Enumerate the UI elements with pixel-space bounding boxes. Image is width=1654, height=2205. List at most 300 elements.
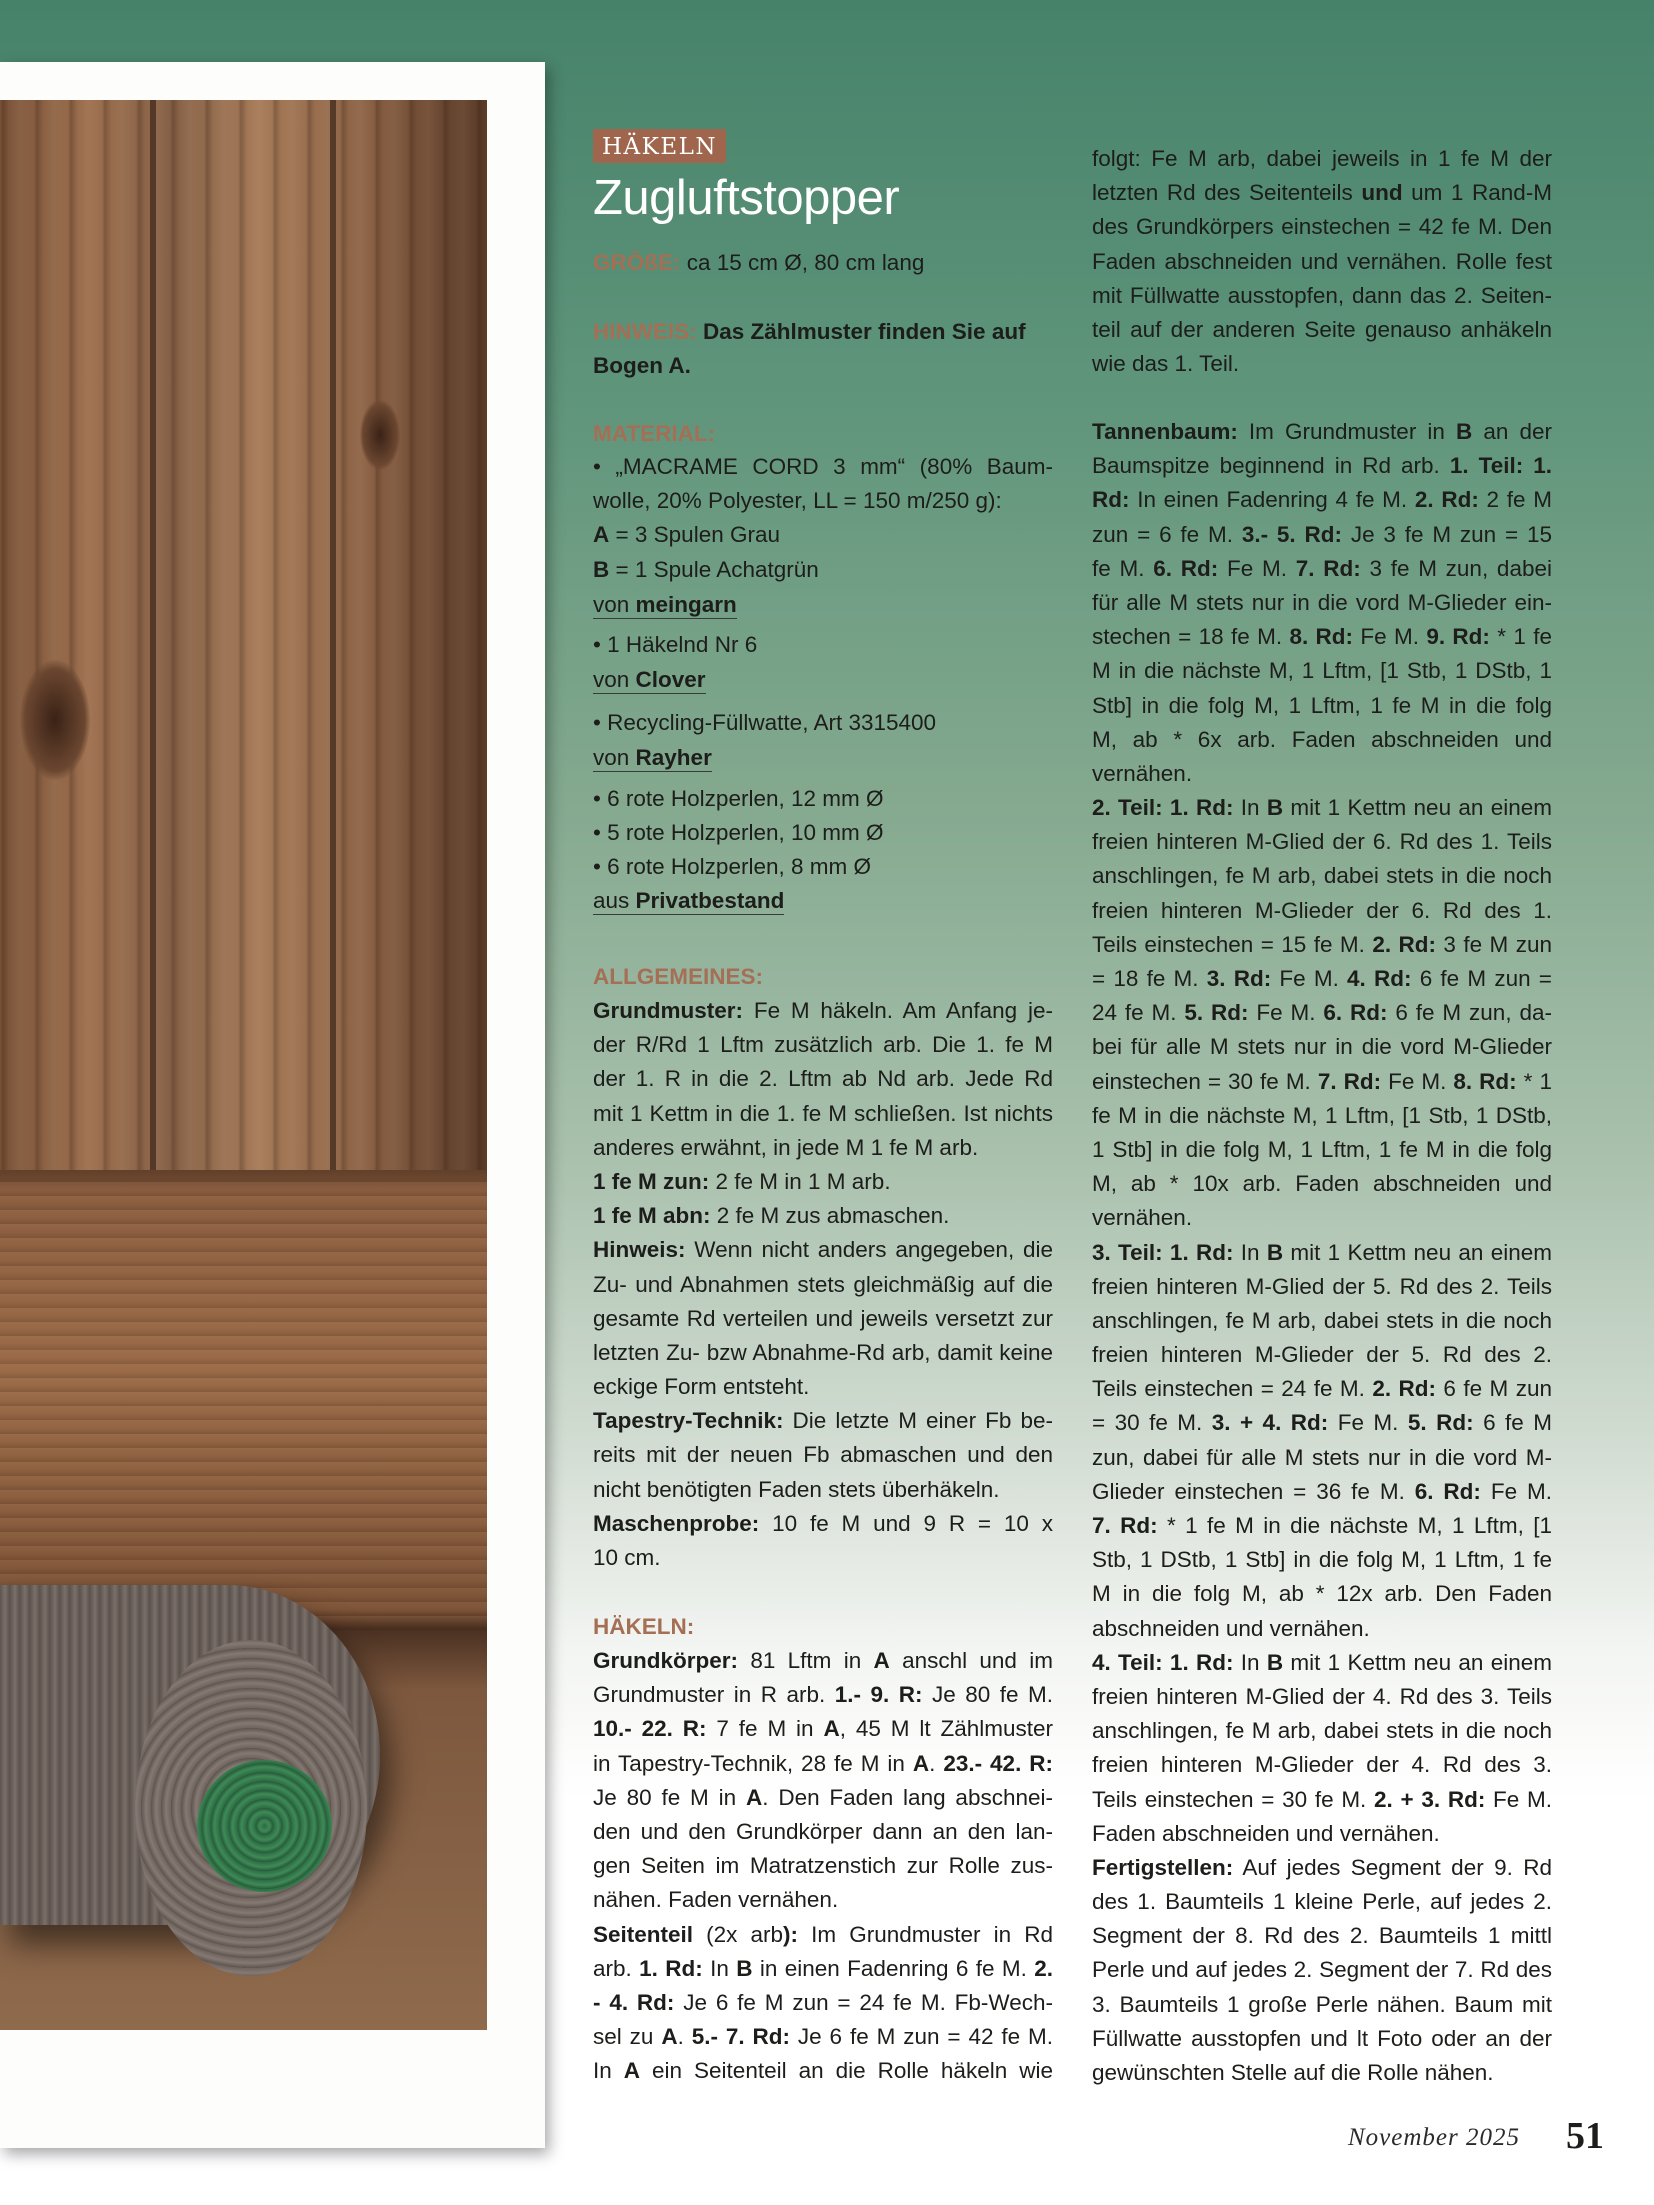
text-run: B [1266,1239,1284,1265]
text-line [593,628,1053,662]
general-instructions [593,994,1053,1575]
text-line [593,741,712,772]
text-run: Im Grundmuster in Rd [798,1921,1053,1947]
text-run: GRÖßE: [593,250,681,275]
text-run: B [1266,1649,1284,1675]
text-line [593,1781,1053,1815]
text-run: wolle, 20% Polyester, LL = 150 m/250 g): [593,488,1002,514]
text-run: Je 6 fe M zun = 24 fe M. Fb-Wech- [674,1989,1053,2015]
text-run: Perle und auf jedes 2. Segment der 7. Rd des [1092,1957,1552,1983]
material-yarn [593,450,1053,587]
material-hook-vendor [593,663,1053,694]
text-line [593,553,1053,587]
text-run: der 1. R in die 2. Lftm ab Nd arb. Jede Rd [593,1066,1053,1092]
text-run: Stb] in die folg M, 1 Lftm, 1 fe M in die folg [1092,692,1552,718]
text-run: mit 1 Kettm in die 1. fe M schließen. Ist nichts [593,1100,1053,1126]
text-run: 1. Teil: 1. [1449,453,1552,479]
text-line [1092,1919,1552,1953]
text-run: 9. Rd: [1426,624,1490,650]
text-run: 7 fe M in [706,1716,824,1742]
text-line [1092,142,1552,176]
wood-knot [20,660,90,780]
tree-instructions [1092,415,1552,2090]
text-line [593,1849,1053,1883]
hint-info [593,315,1053,383]
text-line [593,450,1053,484]
text-run: 7. Rd: [1092,1513,1158,1538]
text-line [1092,757,1552,791]
text-line [1092,1236,1552,1270]
text-line [1092,1577,1552,1611]
text-run: In [1233,1649,1267,1675]
text-run: freien hinteren M-Glied der 5. Rd des 2. Teils [1092,1273,1552,1299]
wood-knot [360,400,400,470]
text-line [1092,2056,1552,2090]
text-run: A [873,1648,890,1673]
text-run: 6 fe M [1473,1410,1552,1436]
crochet-instructions-continued [1092,142,1552,381]
text-line [593,1268,1053,1302]
text-run: A [623,2058,641,2084]
text-run: 4. Rd: [1347,966,1412,991]
text-run: Segment der 8. Rd des 2. Baumteils 1 mittl [1092,1923,1552,1949]
text-run: 7. Rd: [1295,555,1361,581]
text-line [1092,1817,1552,1851]
text-run: M in die folg M, ab * 12x arb. Den Faden [1092,1581,1552,1607]
text-run: anschl und im [889,1648,1053,1673]
text-run: vernähen. [1092,760,1193,786]
text-run: M, ab * 6x arb. Faden abschneiden und [1092,726,1552,752]
text-line [593,518,1053,552]
text-run: 2. Rd: [1414,487,1479,513]
text-run: HINWEIS: [593,319,697,344]
issue-date: November 2025 [1348,2124,1520,2151]
text-line [593,1644,1053,1678]
text-run: mit 1 Kettm neu an einem [1283,1239,1552,1265]
text-run: Fe M. [1218,555,1296,581]
text-run: fe M. [1092,555,1154,581]
text-run: Fertigstellen: [1092,1854,1234,1880]
text-run: des 1. Baumteils 1 kleine Perle, auf jedes 2. [1092,1889,1552,1915]
text-line [593,246,1053,280]
text-run: Fe M. [1381,1068,1454,1094]
material-filling [593,706,1053,740]
wood-plank-seam [330,100,336,1300]
text-run: gesamte Rd verteilen und jeweils versetzt zur [593,1305,1053,1331]
text-line [1092,518,1552,552]
text-run: Grundmuster: [593,998,744,1023]
text-line [1092,1338,1552,1372]
size-info [593,246,1053,280]
text-line [1092,449,1552,483]
text-run: A [661,2024,678,2050]
text-run: letzten Zu- bzw Abnahme-Rd arb, damit keine [593,1339,1053,1365]
text-run: Auf jedes Segment der 9. Rd [1233,1854,1552,1880]
text-run: A [745,1784,763,1810]
text-line [1092,1270,1552,1304]
text-run: = 3 Spulen Grau [609,522,780,548]
text-run: und [1361,180,1403,206]
text-run: reits mit der neuen Fb abmaschen und den [593,1442,1053,1468]
material-hook [593,628,1053,662]
text-run: ca 15 cm Ø, 80 cm lang [680,250,925,275]
text-run: - 4. Rd: [593,1989,675,2015]
text-run: 7. Rd: [1317,1068,1382,1094]
text-run: Stb, 1 DStb, 1 Stb] in die folg M, 1 Lftm, 1 fe [1092,1547,1552,1573]
text-run: bei für alle M stets nur in die vord M-Glieder [1092,1034,1552,1060]
text-run: Im Grundmuster in [1237,419,1457,444]
text-line [593,884,784,915]
text-run: nähen. Faden vernähen. [593,1887,839,1913]
text-line [1092,996,1552,1030]
text-line [1092,1851,1552,1885]
text-run: * 1 fe M in die nächste M, 1 Lftm, [1 [1157,1513,1552,1538]
text-line [1092,1099,1552,1133]
text-line [1092,483,1552,517]
text-run: 3. Teil: 1. Rd: [1092,1239,1234,1265]
text-run: freien hinteren M-Glieder der 5. Rd des 2. [1092,1342,1552,1368]
text-run: in einen Fadenring 6 fe M. [752,1955,1035,1981]
text-run: 6 fe M zun [1436,1376,1552,1402]
material-beads [593,782,1053,885]
text-run: Faden abschneiden und vernähen. [1092,1820,1440,1846]
text-line [593,663,706,694]
text-run: zun = 6 fe M. [1092,521,1242,547]
text-run: • 1 Häkelnd Nr 6 [593,632,758,657]
page-number: 51 [1566,2115,1604,2157]
text-run: 23.- 42. R: [943,1750,1053,1776]
text-run: 2. Rd: [1372,1376,1436,1402]
text-line [1092,859,1552,893]
text-line [593,782,1053,816]
text-run: Je 3 fe M zun = 15 [1342,521,1553,547]
text-run: . [929,1750,944,1776]
text-run: = 1 Spule Achatgrün [609,556,819,582]
text-line [593,349,1053,383]
green-spiral-center [197,1760,332,1892]
text-line [1092,654,1552,688]
text-line [1092,1167,1552,1201]
text-run: 1.- 9. R: [834,1682,923,1708]
text-line [593,850,1053,884]
photo-frame [0,62,545,2148]
text-line [593,1302,1053,1336]
text-run: aus [593,888,636,913]
text-line [593,1199,1053,1233]
text-run: In [1233,795,1267,821]
text-line [593,994,1053,1028]
text-run: In [1233,1239,1267,1265]
text-run: • „MACRAME CORD 3 mm“ (80% Baum- [593,454,1053,479]
text-run: Fe M. [1480,1478,1552,1504]
text-run: 5.- 7. Rd: [691,2024,791,2050]
text-run: Rayher [635,745,712,770]
text-line [1092,1304,1552,1338]
text-run: 2. Rd: [1372,931,1436,957]
text-run: freien hinteren M-Glied der 6. Rd des 1. Teils [1092,829,1552,855]
text-run: in Tapestry-Technik, 28 fe M in [593,1750,913,1776]
text-run: Privatbestand [635,888,785,913]
text-run: 1 Stb] in die folg M, 1 Lftm, 1 fe M in die folg [1092,1136,1552,1162]
material-beads-vendor [593,884,1053,915]
text-run: • Recycling-Füllwatte, Art 3315400 [593,710,937,735]
text-run: mit Füllwatte ausstopfen, dann das 2. Seiten- [1092,282,1552,308]
text-run: 6. Rd: [1414,1478,1481,1504]
text-line [593,1952,1053,1986]
text-line [1092,2022,1552,2056]
text-line [1092,245,1552,279]
text-line [593,1918,1053,1952]
wood-plank-seam [150,100,156,1300]
text-line [593,1336,1053,1370]
text-line [1092,1646,1552,1680]
text-line [593,1097,1053,1131]
text-run: Fe M häkeln. Am Anfang je- [743,998,1053,1023]
text-run: anschlingen, fe M arb, dabei stets in die noch [1092,1718,1552,1744]
text-line [1092,1030,1552,1064]
text-line [593,1404,1053,1438]
text-run: A [593,522,610,548]
text-run: Das Zählmuster finden Sie auf [696,319,1026,344]
text-line [593,1541,1053,1575]
text-run: stechen = 18 fe M. [1092,624,1290,650]
text-run: gen Seiten im Matratzenstich zur Rolle zus- [593,1853,1053,1879]
text-run: teil auf der anderen Seite genauso anhäkeln [1092,316,1552,342]
text-line [593,1747,1053,1781]
text-run: der R/Rd 1 Lftm zusätzlich arb. Die 1. fe M [593,1032,1053,1058]
text-run: fe M in die nächste M, 1 Lftm, [1 Stb, 1 DStb, [1092,1102,1552,1128]
category-badge: HÄKELN [593,129,726,163]
text-run: Grundmuster in R arb. [593,1682,835,1708]
text-run: Seitenteil [593,1921,694,1947]
text-run: 6. Rd: [1153,555,1219,581]
text-run: Glieder einstechen = 36 fe M. [1092,1478,1415,1504]
text-run: Faden abschneiden und vernähen. Rolle fest [1092,248,1552,274]
text-line [1092,1201,1552,1235]
text-run: 10 fe M und 9 R = 10 x [759,1510,1053,1536]
text-line [1092,1543,1552,1577]
text-run: , 45 M lt Zählmuster [839,1716,1054,1742]
text-line [1092,723,1552,757]
text-run: sel zu [593,2024,662,2050]
text-run: Je 6 fe M zun = 42 fe M. [790,2024,1054,2050]
text-run: eckige Form entsteht. [593,1374,810,1400]
page-title: Zugluftstopper [593,171,900,225]
text-run: anschlingen, fe M arb, dabei stets in die noch [1092,1307,1552,1333]
text-run: nicht benötigten Faden stets überhäkeln. [593,1476,1000,1502]
text-run: Baumspitze beginnend in Rd arb. [1092,453,1450,479]
text-line [1092,825,1552,859]
text-line [593,1712,1053,1746]
text-line [1092,1988,1552,2022]
text-line [1092,620,1552,654]
text-run: mit 1 Kettm neu an einem [1283,1649,1552,1675]
text-run: 8. Rd: [1289,624,1354,650]
text-run: Hinweis: [593,1237,686,1263]
text-line [593,816,1053,850]
text-run: Teils einstechen = 30 fe M. [1092,1786,1375,1812]
text-line [593,1062,1053,1096]
text-line [593,2054,1053,2088]
text-run: . [677,2024,692,2050]
text-run: A [912,1750,930,1776]
text-run: an der [1472,419,1552,444]
text-run: von [593,745,636,770]
text-line [1092,1953,1552,1987]
text-run: Rd: [1092,487,1130,513]
text-line [1092,791,1552,825]
text-run: • 6 rote Holzperlen, 8 mm Ø [593,854,871,880]
text-run: 1 fe M abn: [593,1203,711,1229]
text-run: Zu- und Abnahmen stets gleichmäßig auf die [593,1271,1053,1297]
text-line [1092,1475,1552,1509]
text-run: 3. Rd: [1206,966,1272,991]
text-run: des Grundkörpers einstechen = 42 fe M. Den [1092,214,1552,240]
text-run: 3 fe M zun, dabei [1360,555,1552,581]
text-run: In [593,2058,624,2084]
text-run: den und den Grundkörper dann an den lan- [593,1818,1053,1844]
text-line [1092,1406,1552,1440]
text-run: 1 fe M zun: [593,1168,710,1194]
text-run: • 6 rote Holzperlen, 12 mm Ø [593,786,884,811]
right-column [1092,142,1552,2142]
text-line [1092,962,1552,996]
text-line [1092,415,1552,449]
text-line [1092,210,1552,244]
text-run: Je 80 fe M. [922,1682,1053,1708]
text-run: ein Seitenteil an die Rolle häkeln wie [640,2058,1053,2084]
text-line [593,1028,1053,1062]
text-run: In einen Fadenring 4 fe M. [1129,487,1415,513]
text-line [1092,1612,1552,1646]
text-line [1092,552,1552,586]
text-line [1092,313,1552,347]
text-run: 2. [1034,1955,1053,1981]
text-run: Grundkörper: [593,1648,739,1673]
text-run: 6 fe M zun = [1411,966,1552,991]
text-run: abschneiden und vernähen. [1092,1615,1370,1641]
horizontal-wood-plank [0,1170,487,1630]
text-line [1092,1783,1552,1817]
text-run: von [593,667,636,692]
text-line [593,1233,1053,1267]
text-run: • 5 rote Holzperlen, 10 mm Ø [593,820,884,846]
text-run: 5. Rd: [1184,1000,1249,1026]
text-run: ): [783,1921,799,1947]
text-run: B [593,556,610,582]
text-line [1092,894,1552,928]
text-run: anschlingen, fe M arb, dabei stets in die noch [1092,863,1552,889]
text-run: Tapestry-Technik: [593,1408,784,1434]
text-run: 1. Rd: [639,1955,703,1981]
text-run: Maschenprobe: [593,1510,760,1536]
text-run: M in die nächste M, 1 Lftm, [1 Stb, 1 DStb, 1 [1092,658,1552,684]
text-line [593,1883,1053,1917]
text-run: * 1 fe [1489,624,1552,650]
text-line [593,1438,1053,1472]
material-filling-vendor [593,741,1053,772]
text-run: B [1456,419,1473,444]
text-line [1092,1680,1552,1714]
text-run: Füllwatte ausstopfen und lt Foto oder an der [1092,2025,1552,2051]
text-run: Fe M. [1485,1786,1552,1812]
text-run: (2x arb [693,1921,784,1947]
text-run: einstechen = 30 fe M. [1092,1068,1318,1094]
text-run: letzten Rd des Seitenteils [1092,180,1362,206]
text-run: 6 fe M zun, da- [1387,1000,1552,1026]
text-run: M, ab * 10x arb. Faden abschneiden und [1092,1171,1552,1197]
text-line [593,315,1053,349]
text-run: B [736,1955,753,1981]
left-column [593,129,1053,2129]
text-line [593,1815,1053,1849]
text-run: Teils einstechen = 15 fe M. [1092,931,1373,957]
text-run: 2 fe M in 1 M arb. [709,1168,891,1194]
text-line [1092,928,1552,962]
text-line [593,1678,1053,1712]
text-line [593,588,737,619]
text-line [593,706,1053,740]
text-run: = 30 fe M. [1092,1410,1212,1436]
text-run: folgt: Fe M arb, dabei jeweils in 1 fe M der [1092,146,1552,171]
text-run: arb. [593,1955,640,1981]
text-run: 2 fe M zus abmaschen. [710,1203,950,1229]
text-run: freien hinteren M-Glied der 4. Rd des 3. Teils [1092,1683,1552,1709]
text-run: Teils einstechen = 24 fe M. [1092,1376,1373,1402]
text-run: um 1 Rand-M [1402,180,1552,206]
text-run: Clover [635,667,706,692]
material-yarn-vendor [593,588,1053,619]
text-run: 81 Lftm in [738,1648,874,1673]
text-line [1092,1714,1552,1748]
text-run: 4. Teil: 1. Rd: [1092,1649,1234,1675]
text-run: B [1266,795,1284,821]
text-run: 3. + 4. Rd: [1211,1410,1329,1436]
text-run: 3. Baumteils 1 große Perle nähen. Baum mit [1092,1991,1552,2017]
text-line [1092,1885,1552,1919]
text-run: 2 fe M [1478,487,1552,513]
text-run: 10 cm. [593,1545,661,1570]
text-run: gewünschten Stelle auf die Rolle nähen. [1092,2060,1494,2085]
text-line [593,2020,1053,2054]
text-line [1092,176,1552,210]
crochet-instructions [593,1644,1053,2088]
text-run: Fe M. [1271,966,1348,991]
text-run: Die letzte M einer Fb be- [783,1408,1053,1434]
project-photo [0,100,487,2030]
text-run: anderes erwähnt, in jede M 1 fe M arb. [593,1134,979,1160]
text-run: Fe M. [1248,1000,1324,1026]
text-run: 3 fe M zun [1436,931,1552,957]
text-run: . Den Faden lang abschnei- [762,1784,1053,1810]
text-line [593,1507,1053,1541]
text-run: freien hinteren M-Glieder der 6. Rd des 1. [1092,897,1552,923]
text-line [1092,1372,1552,1406]
text-run: In [702,1955,737,1981]
text-run: * 1 [1516,1068,1552,1094]
text-line [1092,1509,1552,1543]
text-line [1092,689,1552,723]
text-run: 6. Rd: [1323,1000,1388,1026]
text-line [593,1370,1053,1404]
text-run: Fe M. [1353,624,1427,650]
text-line [593,1131,1053,1165]
text-run: 3.- 5. Rd: [1241,521,1342,547]
text-run: 2. Teil: 1. Rd: [1092,795,1234,821]
text-run: Tannenbaum: [1092,419,1238,444]
text-line [593,1165,1053,1199]
text-run: Wenn nicht anders angegeben, die [685,1237,1053,1263]
